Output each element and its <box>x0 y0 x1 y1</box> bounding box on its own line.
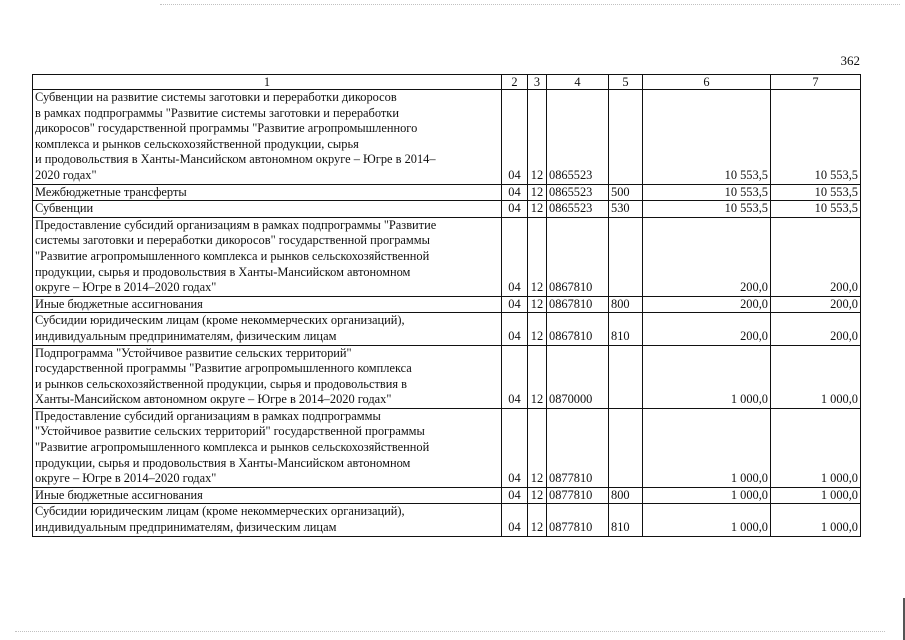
amount-col7: 10 553,5 <box>771 184 861 201</box>
description-line: Субсидии юридическим лицам (кроме некоммерческих организаций), <box>35 504 405 519</box>
description-line: Субвенции на развитие системы заготовки и переработки дикоросов <box>35 90 397 104</box>
header-cell: 2 <box>502 75 528 90</box>
description-line: индивидуальным предпринимателям, физическим лицам <box>35 328 337 343</box>
amount-col7: 1 000,0 <box>771 345 861 408</box>
row-description <box>33 296 502 313</box>
expense-type <box>609 90 643 185</box>
amount-col7: 200,0 <box>771 217 861 296</box>
amount-col7: 1 000,0 <box>771 408 861 487</box>
description-line: Субсидии юридическим лицам (кроме некоммерческих организаций), <box>35 313 405 328</box>
amount-col6: 200,0 <box>643 313 771 345</box>
scan-artifact-bottom <box>15 631 885 633</box>
table-row <box>33 296 861 313</box>
subsection-code: 12 <box>528 408 547 487</box>
amount-col7: 10 553,5 <box>771 201 861 218</box>
amount-col6: 10 553,5 <box>643 201 771 218</box>
description-line: Иные бюджетные ассигнования <box>35 296 203 311</box>
section-code: 04 <box>502 345 528 408</box>
target-article: 0867810 <box>547 296 609 313</box>
table-row <box>33 345 861 408</box>
target-article: 0877810 <box>547 487 609 504</box>
amount-col6: 10 553,5 <box>643 184 771 201</box>
subsection-code: 12 <box>528 487 547 504</box>
expense-type: 800 <box>609 487 643 504</box>
section-code: 04 <box>502 184 528 201</box>
description-line: Межбюджетные трансферты <box>35 184 187 199</box>
row-description <box>33 408 502 487</box>
description-line: продукции, сырья и продовольствия в Ханты-Мансийском автономном <box>35 455 411 470</box>
table-row <box>33 487 861 504</box>
description-line: округе – Югре в 2014–2020 годах" <box>35 471 217 486</box>
description-line: Предоставление субсидий организациям в рамках подпрограммы <box>35 408 381 423</box>
target-article: 0865523 <box>547 184 609 201</box>
description-line: системы заготовки и переработки дикоросов" государственной программы <box>35 233 430 248</box>
target-article: 0877810 <box>547 504 609 536</box>
table-row <box>33 90 861 185</box>
description-line: Ханты-Мансийском автономном округе – Югре в 2014–2020 годах" <box>35 392 392 407</box>
amount-col6: 10 553,5 <box>643 90 771 185</box>
description-line: продукции, сырья и продовольствия в Ханты-Мансийском автономном <box>35 264 411 279</box>
description-line: "Устойчивое развитие сельских территорий" государственной программы <box>35 424 425 439</box>
amount-col6: 200,0 <box>643 296 771 313</box>
target-article: 0867810 <box>547 217 609 296</box>
expense-type: 810 <box>609 313 643 345</box>
header-cell: 3 <box>528 75 547 90</box>
subsection-code: 12 <box>528 296 547 313</box>
header-cell: 7 <box>771 75 861 90</box>
row-description <box>33 313 502 345</box>
amount-col6: 1 000,0 <box>643 487 771 504</box>
description-line: комплекса и рынков сельскохозяйственной продукции, сырья <box>35 136 359 151</box>
target-article: 0867810 <box>547 313 609 345</box>
amount-col7: 200,0 <box>771 296 861 313</box>
header-cell: 1 <box>33 75 502 90</box>
description-line: и продовольствия в Ханты-Мансийском автономном округе – Югре в 2014– <box>35 152 436 167</box>
expense-type: 800 <box>609 296 643 313</box>
section-code: 04 <box>502 90 528 185</box>
target-article: 0870000 <box>547 345 609 408</box>
description-line: "Развитие агропромышленного комплекса и рынков сельскохозяйственной <box>35 248 430 263</box>
description-line: и рынков сельскохозяйственной продукции, сырья и продовольствия в <box>35 376 408 391</box>
expense-type: 500 <box>609 184 643 201</box>
section-code: 04 <box>502 313 528 345</box>
table-row <box>33 504 861 536</box>
subsection-code: 12 <box>528 201 547 218</box>
header-cell: 6 <box>643 75 771 90</box>
description-line: индивидуальным предпринимателям, физическим лицам <box>35 520 337 535</box>
amount-col7: 10 553,5 <box>771 90 861 185</box>
amount-col7: 200,0 <box>771 313 861 345</box>
row-description <box>33 201 502 218</box>
expense-type <box>609 408 643 487</box>
amount-col7: 1 000,0 <box>771 487 861 504</box>
row-description <box>33 345 502 408</box>
table-row <box>33 408 861 487</box>
row-description <box>33 504 502 536</box>
page-number: 362 <box>840 53 860 68</box>
description-line: "Развитие агропромышленного комплекса и рынков сельскохозяйственной <box>35 440 430 455</box>
budget-table <box>32 74 861 537</box>
target-article: 0865523 <box>547 201 609 218</box>
amount-col6: 1 000,0 <box>643 345 771 408</box>
section-code: 04 <box>502 487 528 504</box>
amount-col7: 1 000,0 <box>771 504 861 536</box>
description-line: Иные бюджетные ассигнования <box>35 487 203 502</box>
amount-col6: 200,0 <box>643 217 771 296</box>
description-line: государственной программы "Развитие агропромышленного комплекса <box>35 361 412 376</box>
expense-type: 530 <box>609 201 643 218</box>
subsection-code: 12 <box>528 217 547 296</box>
section-code: 04 <box>502 296 528 313</box>
table-header-row <box>33 75 861 90</box>
section-code: 04 <box>502 217 528 296</box>
description-line: округе – Югре в 2014–2020 годах" <box>35 280 217 295</box>
row-description <box>33 184 502 201</box>
description-line: дикоросов" государственной программы "Развитие агропромышленного <box>35 121 418 136</box>
table-row <box>33 201 861 218</box>
description-line: Подпрограмма "Устойчивое развитие сельских территорий" <box>35 345 352 360</box>
expense-type: 810 <box>609 504 643 536</box>
subsection-code: 12 <box>528 313 547 345</box>
section-code: 04 <box>502 201 528 218</box>
section-code: 04 <box>502 408 528 487</box>
description-line: в рамках подпрограммы "Развитие системы заготовки и переработки <box>35 105 399 120</box>
expense-type <box>609 217 643 296</box>
row-description <box>33 487 502 504</box>
subsection-code: 12 <box>528 184 547 201</box>
header-cell: 5 <box>609 75 643 90</box>
target-article: 0865523 <box>547 90 609 185</box>
description-line: 2020 годах" <box>35 167 97 182</box>
expense-type <box>609 345 643 408</box>
section-code: 04 <box>502 504 528 536</box>
subsection-code: 12 <box>528 504 547 536</box>
subsection-code: 12 <box>528 90 547 185</box>
description-line: Субвенции <box>35 201 94 216</box>
amount-col6: 1 000,0 <box>643 408 771 487</box>
header-cell: 4 <box>547 75 609 90</box>
table-row <box>33 184 861 201</box>
row-description <box>33 217 502 296</box>
description-line: Предоставление субсидий организациям в рамках подпрограммы "Развитие <box>35 217 437 232</box>
table-row <box>33 313 861 345</box>
target-article: 0877810 <box>547 408 609 487</box>
row-description <box>33 90 502 185</box>
table-row <box>33 217 861 296</box>
scan-artifact-top <box>160 4 900 6</box>
amount-col6: 1 000,0 <box>643 504 771 536</box>
subsection-code: 12 <box>528 345 547 408</box>
